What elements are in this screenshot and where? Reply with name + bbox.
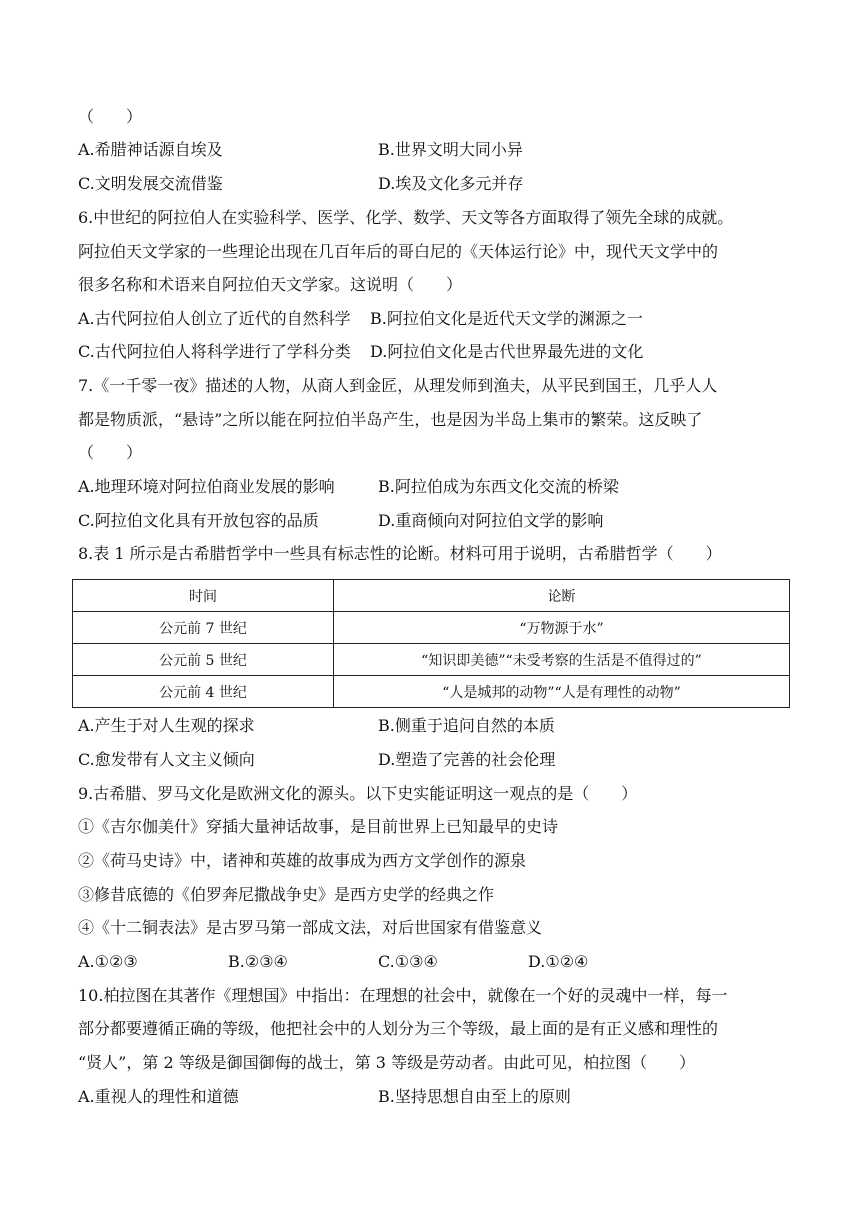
table-row	[73, 644, 790, 676]
table-header-statement: 论断	[334, 580, 790, 612]
q8-option-c: C.愈发带有人文主义倾向	[78, 750, 255, 769]
table-header-time: 时间	[73, 580, 334, 612]
table-cell-statement: “人是城邦的动物”“人是有理性的动物”	[334, 676, 790, 708]
table-cell-time: 公元前 7 世纪	[73, 612, 334, 644]
q9-option-a: A.①②③	[78, 952, 138, 971]
q5-stem-tail: （ ）	[78, 107, 143, 126]
q9-item-1: ①《吉尔伽美什》穿插大量神话故事，是目前世界上已知最早的史诗	[78, 817, 559, 836]
q6-option-d: D.阿拉伯文化是古代世界最先进的文化	[370, 342, 644, 361]
q7-option-b: B.阿拉伯成为东西文化交流的桥梁	[378, 477, 619, 496]
q7-option-a: A.地理环境对阿拉伯商业发展的影响	[78, 477, 335, 496]
table-row	[73, 612, 790, 644]
q10-stem-line-3: “贤人”，第 2 等级是御国御侮的战士，第 3 等级是劳动者。由此可见，柏拉图（ ）	[78, 1053, 696, 1072]
q9-option-d: D.①②④	[528, 952, 589, 971]
table-cell-time: 公元前 4 世纪	[73, 676, 334, 708]
table-cell-statement: “万物源于水”	[334, 612, 790, 644]
q8-table	[72, 579, 790, 708]
q6-stem-line-1: 6.中世纪的阿拉伯人在实验科学、医学、化学、数学、天文等各方面取得了领先全球的成就。	[78, 208, 734, 227]
table-cell-time: 公元前 5 世纪	[73, 644, 334, 676]
q8-option-a: A.产生于对人生观的探求	[78, 716, 255, 735]
q6-stem-line-3: 很多名称和术语来自阿拉伯天文学家。这说明（ ）	[78, 275, 463, 294]
q9-item-2: ②《荷马史诗》中，诸神和英雄的故事成为西方文学创作的源泉	[78, 851, 527, 870]
q9-stem: 9.古希腊、罗马文化是欧洲文化的源头。以下史实能证明这一观点的是（ ）	[78, 784, 638, 803]
q5-option-d: D.埃及文化多元并存	[378, 174, 524, 193]
q6-option-c: C.古代阿拉伯人将科学进行了学科分类	[78, 342, 351, 361]
q9-item-3: ③修昔底德的《伯罗奔尼撒战争史》是西方史学的经典之作	[78, 885, 495, 904]
q10-stem-line-2: 部分都要遵循正确的等级，他把社会中的人划分为三个等级，最上面的是有正义感和理性的	[78, 1019, 719, 1038]
q6-option-b: B.阿拉伯文化是近代天文学的渊源之一	[370, 309, 643, 328]
q5-option-b: B.世界文明大同小异	[378, 140, 523, 159]
q5-option-c: C.文明发展交流借鉴	[78, 174, 223, 193]
q6-option-a: A.古代阿拉伯人创立了近代的自然科学	[78, 309, 351, 328]
q5-option-a: A.希腊神话源自埃及	[78, 140, 223, 159]
q9-option-c: C.①③④	[378, 952, 438, 971]
table-row	[73, 676, 790, 708]
q8-stem: 8.表 1 所示是古希腊哲学中一些具有标志性的论断。材料可用于说明，古希腊哲学（ ）	[78, 544, 722, 563]
q9-option-b: B.②③④	[228, 952, 288, 971]
q7-option-d: D.重商倾向对阿拉伯文学的影响	[378, 511, 604, 530]
q10-option-a: A.重视人的理性和道德	[78, 1087, 239, 1106]
q7-stem-line-2: 都是物质派，“悬诗”之所以能在阿拉伯半岛产生，也是因为半岛上集市的繁荣。这反映了	[78, 410, 703, 429]
q8-option-b: B.侧重于追问自然的本质	[378, 716, 555, 735]
q10-option-b: B.坚持思想自由至上的原则	[378, 1087, 571, 1106]
q8-option-d: D.塑造了完善的社会伦理	[378, 750, 556, 769]
q7-stem-line-1: 7.《一千零一夜》描述的人物，从商人到金匠，从理发师到渔夫，从平民到国王，几乎人人	[78, 376, 718, 395]
table-header-row	[73, 580, 790, 612]
q7-option-c: C.阿拉伯文化具有开放包容的品质	[78, 511, 319, 530]
q9-item-4: ④《十二铜表法》是古罗马第一部成文法，对后世国家有借鉴意义	[78, 918, 543, 937]
q7-stem-line-3: （ ）	[78, 443, 143, 462]
q6-stem-line-2: 阿拉伯天文学家的一些理论出现在几百年后的哥白尼的《天体运行论》中，现代天文学中的	[78, 242, 719, 261]
table-cell-statement: “知识即美德”“未受考察的生活是不值得过的”	[334, 644, 790, 676]
q10-stem-line-1: 10.柏拉图在其著作《理想国》中指出：在理想的社会中，就像在一个好的灵魂中一样，每一	[78, 986, 728, 1005]
